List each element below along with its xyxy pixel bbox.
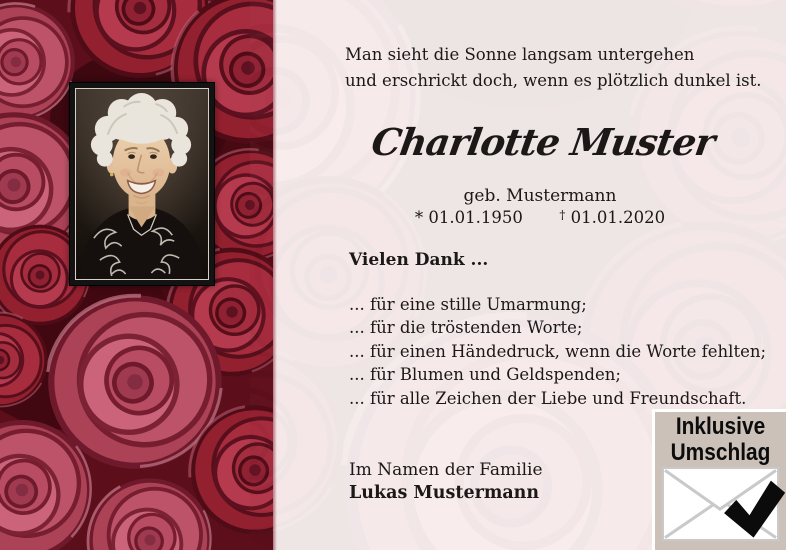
rose-panel-soft-edge (273, 0, 277, 550)
memorial-quote (345, 42, 781, 94)
birth-name: geb. Mustermann (463, 186, 617, 206)
thanks-item: ... für alle Zeichen der Liebe und Freundschaft. (349, 388, 747, 408)
thanks-item: ... für einen Händedruck, wenn die Worte fehlten; (349, 341, 767, 361)
deceased-name (335, 120, 750, 164)
thanks-item: ... für die tröstenden Worte; (349, 318, 583, 338)
family-signature (349, 459, 543, 505)
portrait-photo (75, 88, 209, 280)
signature-line-2: Lukas Mustermann (349, 483, 540, 503)
checkmark-icon (724, 481, 785, 538)
signature-line-1: Im Namen der Familie (349, 460, 543, 480)
life-dates (340, 208, 740, 227)
thanks-heading: Vielen Dank ... (349, 250, 489, 270)
thanks-item: ... für eine stille Umarmung; (349, 295, 587, 314)
quote-line-2: und erschrickt doch, wenn es plötzlich dunkel ist. (345, 71, 762, 90)
included-envelope-badge (652, 409, 786, 550)
death-date: 01.01.2020 (570, 208, 666, 227)
birth-date: 01.01.1950 (428, 208, 523, 227)
envelope-checkmark-icon (662, 467, 779, 541)
thanks-list (349, 293, 766, 410)
badge-line-1: Inklusive (675, 413, 766, 440)
birth-symbol: * (414, 208, 424, 227)
death-symbol: † (559, 208, 566, 222)
portrait-illustration (76, 89, 208, 279)
deceased-name-text: Charlotte Muster (368, 120, 717, 164)
thanks-item: ... für Blumen und Geldspenden; (349, 365, 621, 385)
quote-line-1: Man sieht die Sonne langsam untergehen (345, 45, 695, 64)
portrait-photo-frame (69, 82, 215, 286)
badge-line-2: Umschlag (670, 439, 771, 466)
badge-text (664, 414, 778, 466)
